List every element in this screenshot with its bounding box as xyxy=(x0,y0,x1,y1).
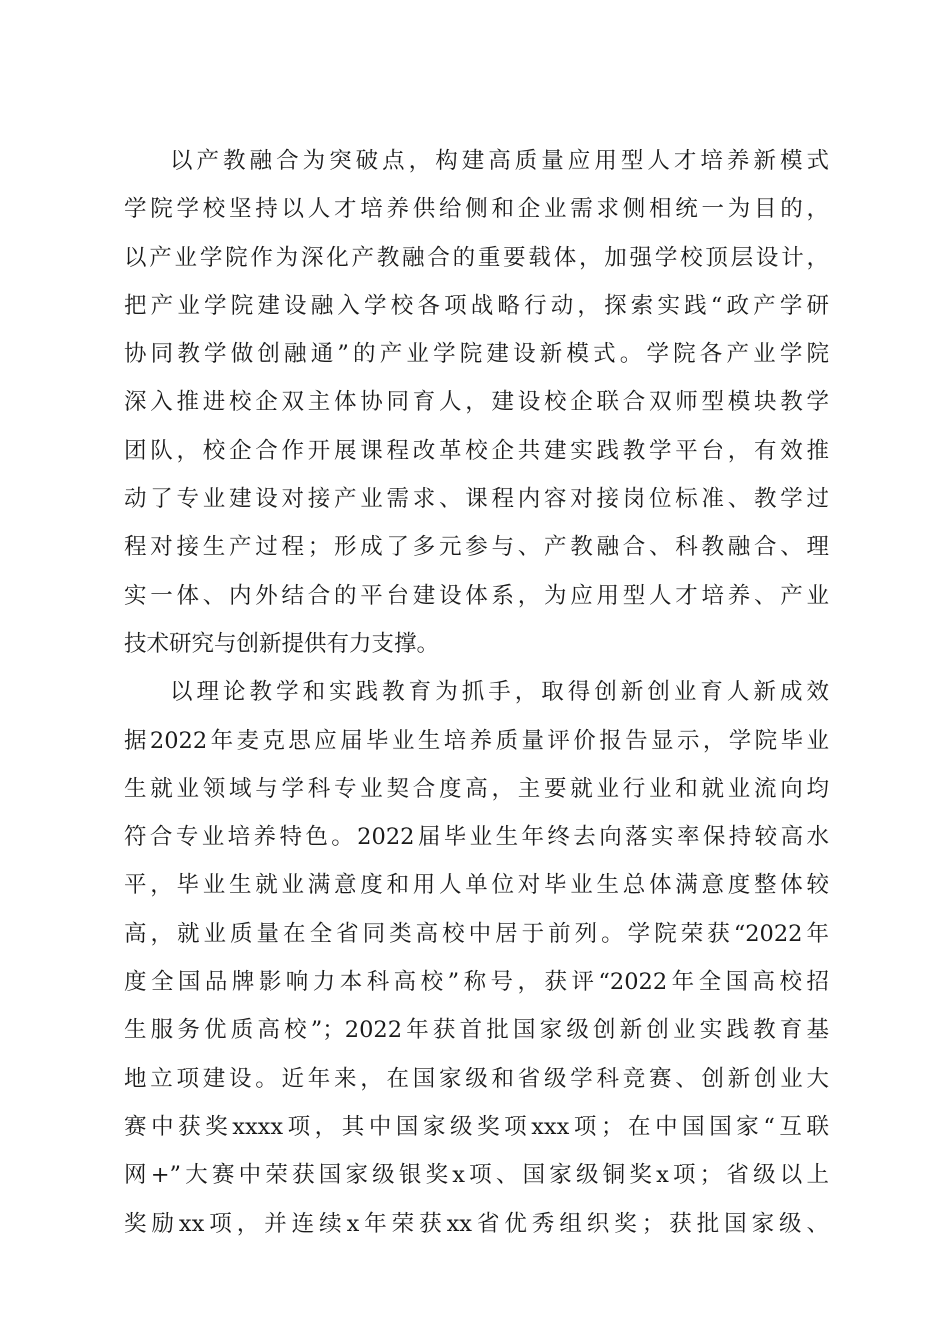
text-line: 生服务优质高校”；2022年获首批国家级创新创业实践教育基 xyxy=(124,1017,829,1044)
text-line: 地立项建设。近年来，在国家级和省级学科竞赛、创新创业大 xyxy=(124,1065,829,1092)
text-line: 度全国品牌影响力本科高校”称号，获评“2022年全国高校招 xyxy=(124,969,829,996)
text-line: 把产业学院建设融入学校各项战略行动，探索实践“政产学研 xyxy=(124,292,829,319)
text-line: 协同教学做创融通”的产业学院建设新模式。学院各产业学院 xyxy=(124,341,829,368)
text-line: 动了专业建设对接产业需求、课程内容对接岗位标准、教学过 xyxy=(124,486,829,513)
text-line: 学院学校坚持以人才培养供给侧和企业需求侧相统一为目的， xyxy=(124,196,829,223)
text-line: 网+”大赛中荣获国家级银奖x项、国家级铜奖x项；省级以上 xyxy=(124,1162,829,1189)
text-line: 团队，校企合作开展课程改革校企共建实践教学平台，有效推 xyxy=(124,437,829,464)
text-line: 深入推进校企双主体协同育人，建设校企联合双师型模块教学 xyxy=(124,389,829,416)
text-line: 高，就业质量在全省同类高校中居于前列。学院荣获“2022年 xyxy=(124,920,829,947)
text-line: 奖励xx项，并连续x年荣获xx省优秀组织奖；获批国家级、 xyxy=(124,1210,829,1237)
paragraph-heading: 以理论教学和实践教育为抓手，取得创新创业育人新成效 xyxy=(170,679,829,706)
text-line: 生就业领域与学科专业契合度高，主要就业行业和就业流向均 xyxy=(124,775,829,802)
text-line: 技术研究与创新提供有力支撑。 xyxy=(124,630,440,657)
text-line: 符合专业培养特色。2022届毕业生年终去向落实率保持较高水 xyxy=(124,824,829,851)
body-text xyxy=(124,137,829,1248)
text-line: 平，毕业生就业满意度和用人单位对毕业生总体满意度整体较 xyxy=(124,872,829,899)
text-line: 程对接生产过程；形成了多元参与、产教融合、科教融合、理 xyxy=(124,534,829,561)
paragraph-heading: 以产教融合为突破点，构建高质量应用型人才培养新模式 xyxy=(170,148,829,174)
text-line: 实一体、内外结合的平台建设体系，为应用型人才培养、产业 xyxy=(124,582,829,609)
text-line: 据2022年麦克思应届毕业生培养质量评价报告显示，学院毕业 xyxy=(124,727,829,754)
text-line: 赛中获奖xxxx项，其中国家级奖项xxx项；在中国国家“互联 xyxy=(124,1113,829,1140)
text-line: 以产业学院作为深化产教融合的重要载体，加强学校顶层设计， xyxy=(124,244,829,271)
